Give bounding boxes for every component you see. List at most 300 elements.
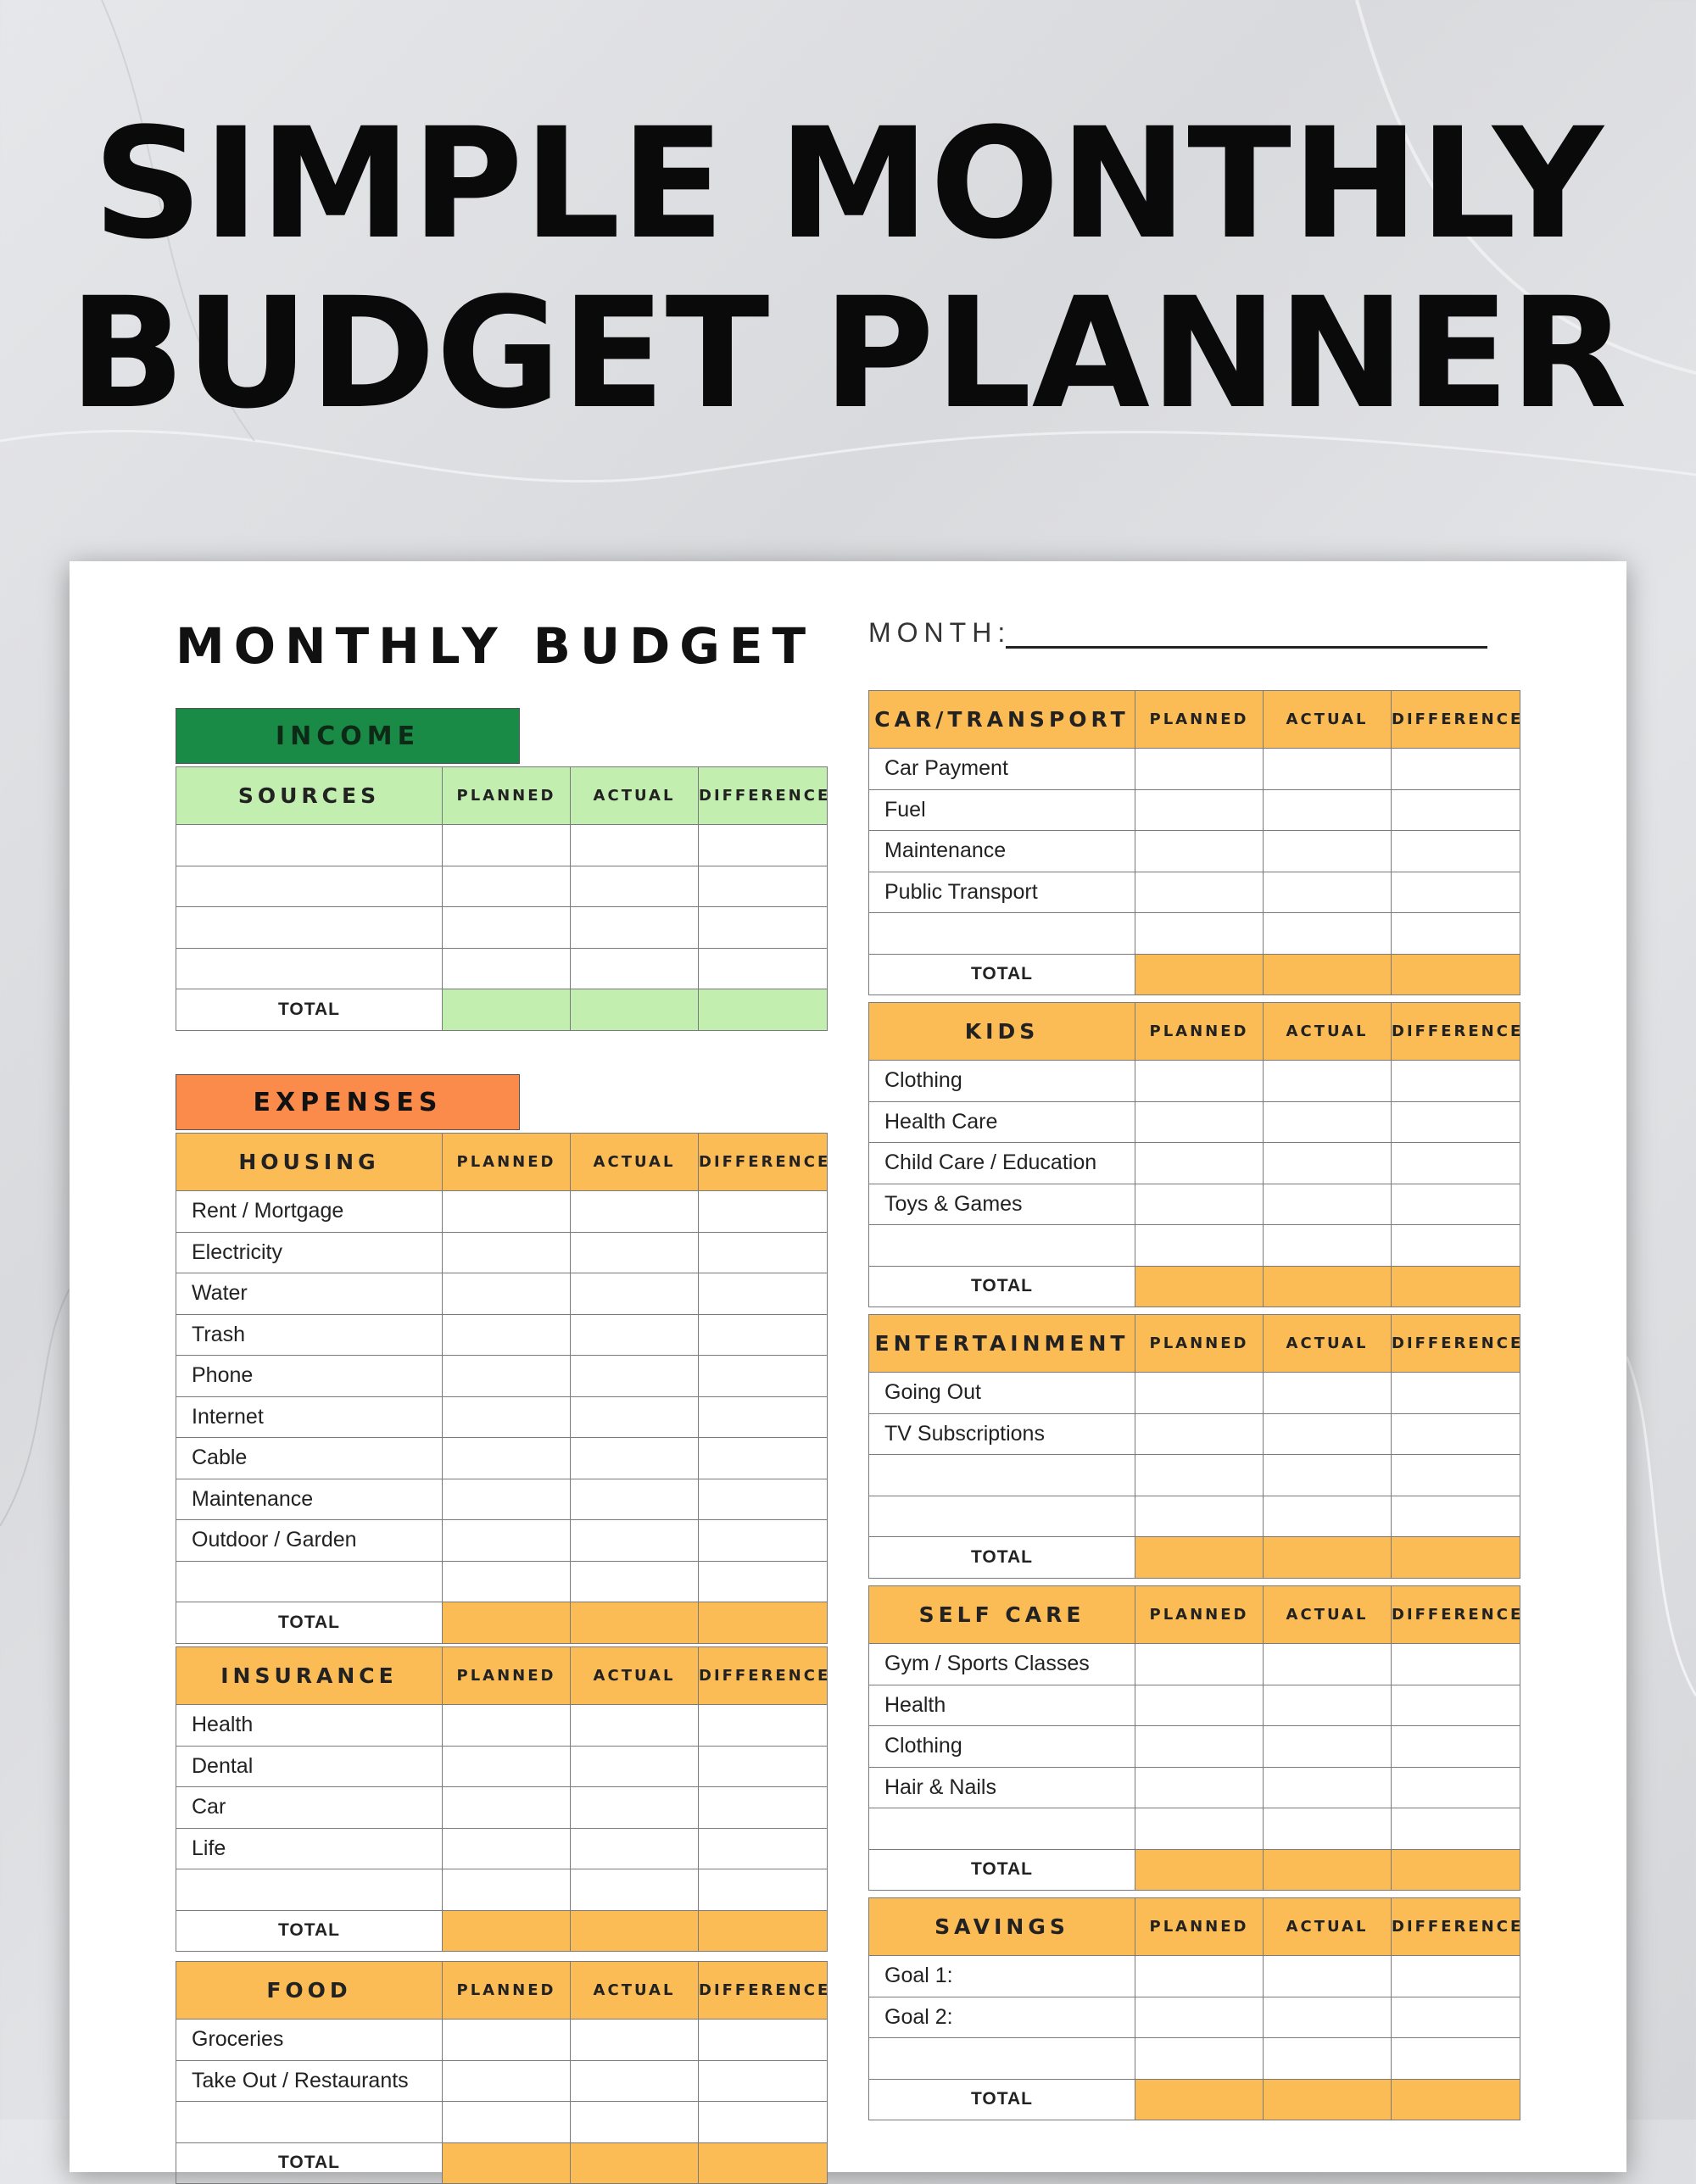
row-label[interactable]: Water [176,1273,443,1315]
difference-total-cell[interactable] [1392,2079,1520,2120]
planned-cell[interactable] [1135,1685,1264,1726]
difference-cell[interactable] [699,1705,828,1747]
planned-header: PLANNED [1135,1898,1264,1956]
row-label[interactable]: Child Care / Education [869,1143,1135,1184]
row-label[interactable]: Goal 2: [869,1997,1135,2038]
row-label[interactable]: Maintenance [176,1479,443,1520]
table-row [869,1726,1520,1768]
row-label[interactable]: Phone [176,1356,443,1397]
planned-total-cell[interactable] [443,2142,571,2184]
total-row [869,1537,1520,1579]
actual-cell[interactable] [571,1828,699,1869]
row-label[interactable]: Electricity [176,1232,443,1273]
planned-header: PLANNED [443,767,571,825]
difference-cell[interactable] [1392,831,1520,872]
difference-header: DIFFERENCE [699,1647,828,1705]
table-row [176,1438,828,1479]
difference-cell[interactable] [699,1479,828,1520]
table-row [869,2038,1520,2080]
total-label: TOTAL [176,1910,443,1952]
table-row [176,1273,828,1315]
difference-cell[interactable] [1392,1373,1520,1414]
actual-header: ACTUAL [1264,1898,1392,1956]
table-row [869,1685,1520,1726]
kids-table [868,1002,1524,1307]
difference-cell[interactable] [699,1746,828,1787]
row-label[interactable]: Life [176,1828,443,1869]
actual-cell[interactable] [1264,789,1392,831]
planned-cell[interactable] [443,1869,571,1911]
difference-cell[interactable] [699,907,828,949]
planned-cell[interactable] [1135,1455,1264,1496]
planned-cell[interactable] [1135,913,1264,955]
category-title: FOOD [176,1962,443,2020]
actual-cell[interactable] [571,1273,699,1315]
planned-cell[interactable] [443,1232,571,1273]
actual-cell[interactable] [1264,1685,1392,1726]
planned-cell[interactable] [443,866,571,907]
difference-cell[interactable] [699,1356,828,1397]
table-row [869,1956,1520,1997]
row-label[interactable]: Goal 1: [869,1956,1135,1997]
planned-cell[interactable] [1135,749,1264,790]
actual-cell[interactable] [1264,1101,1392,1143]
actual-cell[interactable] [1264,1726,1392,1768]
actual-cell[interactable] [1264,1225,1392,1267]
actual-cell[interactable] [571,1191,699,1233]
row-label[interactable]: Health Care [869,1101,1135,1143]
difference-cell[interactable] [699,1828,828,1869]
table-row [869,749,1520,790]
actual-total-cell[interactable] [1264,1537,1392,1579]
planned-header: PLANNED [1135,1003,1264,1061]
row-label[interactable] [176,2102,443,2143]
difference-cell[interactable] [699,1787,828,1829]
category-title: HOUSING [176,1134,443,1191]
difference-header: DIFFERENCE [1392,1003,1520,1061]
difference-cell[interactable] [1392,1767,1520,1808]
planned-cell[interactable] [443,1479,571,1520]
planned-cell[interactable] [443,1561,571,1602]
table-row [869,872,1520,913]
difference-cell[interactable] [1392,1225,1520,1267]
difference-cell[interactable] [1392,1101,1520,1143]
actual-header: ACTUAL [1264,1003,1392,1061]
row-label[interactable]: Rent / Mortgage [176,1191,443,1233]
total-row [176,2142,828,2184]
category-title: CAR/TRANSPORT [869,691,1135,749]
entertainment-table [868,1314,1524,1579]
actual-cell[interactable] [571,1479,699,1520]
planned-header: PLANNED [1135,691,1264,749]
actual-cell[interactable] [571,2060,699,2102]
planned-cell[interactable] [1135,1184,1264,1225]
actual-cell[interactable] [571,2020,699,2061]
row-label[interactable] [176,1561,443,1602]
actual-total-cell[interactable] [1264,954,1392,995]
category-title: SELF CARE [869,1586,1135,1644]
difference-cell[interactable] [1392,1808,1520,1850]
difference-total-cell[interactable] [1392,1537,1520,1579]
actual-header: ACTUAL [1264,691,1392,749]
actual-header: ACTUAL [1264,1586,1392,1644]
difference-cell[interactable] [699,1191,828,1233]
row-label[interactable]: Car Payment [869,749,1135,790]
difference-cell[interactable] [1392,749,1520,790]
actual-cell[interactable] [1264,1808,1392,1850]
actual-cell[interactable] [571,1869,699,1911]
planned-cell[interactable] [443,1705,571,1747]
total-row [176,1910,828,1952]
planned-header: PLANNED [443,1134,571,1191]
actual-cell[interactable] [1264,1956,1392,1997]
planned-cell[interactable] [1135,1373,1264,1414]
table-row [176,866,828,907]
difference-cell[interactable] [699,2020,828,2061]
difference-cell[interactable] [1392,1496,1520,1537]
actual-cell[interactable] [571,1746,699,1787]
planned-total-cell[interactable] [1135,2079,1264,2120]
actual-cell[interactable] [571,2102,699,2143]
planned-total-cell[interactable] [443,1910,571,1952]
planned-cell[interactable] [1135,1061,1264,1102]
row-label[interactable]: Groceries [176,2020,443,2061]
row-label[interactable]: Take Out / Restaurants [176,2060,443,2102]
actual-cell[interactable] [1264,1997,1392,2038]
table-row [176,2020,828,2061]
housing-table [176,1133,831,1644]
table-row [869,1101,1520,1143]
difference-cell[interactable] [699,1273,828,1315]
food-table [176,1961,831,2184]
actual-cell[interactable] [571,1232,699,1273]
difference-cell[interactable] [699,1561,828,1602]
planned-cell[interactable] [1135,1413,1264,1455]
actual-cell[interactable] [571,1705,699,1747]
row-label[interactable]: Fuel [869,789,1135,831]
budget-sheet [70,561,1626,2172]
planned-total-cell[interactable] [1135,1537,1264,1579]
table-row [176,1869,828,1911]
planned-cell[interactable] [1135,2038,1264,2080]
row-label[interactable] [869,1808,1135,1850]
table-row [176,1746,828,1787]
table-row [869,913,1520,955]
table-row [176,948,828,989]
actual-total-cell[interactable] [571,1910,699,1952]
difference-cell[interactable] [699,2102,828,2143]
planned-cell[interactable] [443,907,571,949]
planned-total-cell[interactable] [1135,954,1264,995]
table-row [176,2060,828,2102]
planned-cell[interactable] [1135,1101,1264,1143]
actual-cell[interactable] [1264,913,1392,955]
difference-cell[interactable] [1392,1184,1520,1225]
difference-cell[interactable] [699,866,828,907]
actual-cell[interactable] [571,1561,699,1602]
hero-title-line-1: SIMPLE MONTHLY [92,96,1604,273]
difference-cell[interactable] [699,1520,828,1562]
actual-total-cell[interactable] [1264,2079,1392,2120]
table-row [176,825,828,866]
row-label[interactable]: Cable [176,1438,443,1479]
difference-cell[interactable] [1392,1143,1520,1184]
row-label[interactable]: Car [176,1787,443,1829]
difference-cell[interactable] [1392,872,1520,913]
difference-header: DIFFERENCE [699,1134,828,1191]
table-row [176,1828,828,1869]
row-label[interactable] [869,1496,1135,1537]
total-row [869,954,1520,995]
row-label[interactable]: Outdoor / Garden [176,1520,443,1562]
planned-cell[interactable] [443,1356,571,1397]
actual-header: ACTUAL [571,1962,699,2020]
difference-header: DIFFERENCE [1392,1898,1520,1956]
difference-cell[interactable] [699,1232,828,1273]
total-row [176,989,828,1031]
difference-cell[interactable] [1392,1685,1520,1726]
actual-cell[interactable] [1264,1413,1392,1455]
table-row [176,1561,828,1602]
actual-cell[interactable] [571,1438,699,1479]
planned-cell[interactable] [1135,1808,1264,1850]
actual-cell[interactable] [1264,1061,1392,1102]
actual-cell[interactable] [571,948,699,989]
insurance-table [176,1646,831,1952]
table-row [869,1061,1520,1102]
row-label[interactable] [176,866,443,907]
actual-cell[interactable] [571,1520,699,1562]
actual-total-cell[interactable] [571,989,699,1031]
planned-total-cell[interactable] [443,989,571,1031]
row-label[interactable] [176,1869,443,1911]
difference-total-cell[interactable] [1392,1266,1520,1307]
income-header: INCOME [176,708,520,764]
table-row [176,1314,828,1356]
actual-cell[interactable] [571,1787,699,1829]
actual-cell[interactable] [571,1314,699,1356]
planned-header: PLANNED [1135,1315,1264,1373]
planned-cell[interactable] [443,1828,571,1869]
difference-total-cell[interactable] [1392,1849,1520,1891]
table-row [869,1373,1520,1414]
actual-cell[interactable] [571,825,699,866]
actual-header: ACTUAL [571,1134,699,1191]
difference-cell[interactable] [1392,1413,1520,1455]
planned-cell[interactable] [1135,1726,1264,1768]
difference-cell[interactable] [1392,2038,1520,2080]
table-row [176,1191,828,1233]
actual-cell[interactable] [1264,831,1392,872]
planned-cell[interactable] [443,1314,571,1356]
actual-cell[interactable] [1264,1373,1392,1414]
actual-cell[interactable] [1264,1644,1392,1685]
difference-total-cell[interactable] [699,1602,828,1644]
car-transport-table [868,690,1524,995]
planned-cell[interactable] [443,825,571,866]
row-label[interactable]: Health [869,1685,1135,1726]
savings-table [868,1897,1524,2120]
planned-cell[interactable] [1135,1225,1264,1267]
table-row [869,1767,1520,1808]
actual-cell[interactable] [571,907,699,949]
row-label[interactable]: Gym / Sports Classes [869,1644,1135,1685]
row-label[interactable] [869,1455,1135,1496]
difference-cell[interactable] [1392,1644,1520,1685]
total-row [869,1266,1520,1307]
planned-cell[interactable] [1135,872,1264,913]
expenses-header: EXPENSES [176,1074,520,1130]
table-row [869,1143,1520,1184]
difference-cell[interactable] [699,948,828,989]
month-input-line[interactable] [1006,646,1487,649]
planned-cell[interactable] [1135,1767,1264,1808]
self-care-table [868,1585,1524,1891]
row-label[interactable]: Clothing [869,1061,1135,1102]
row-label[interactable] [869,1225,1135,1267]
planned-header: PLANNED [443,1962,571,2020]
total-label: TOTAL [176,2142,443,2184]
actual-total-cell[interactable] [1264,1849,1392,1891]
planned-cell[interactable] [1135,1496,1264,1537]
actual-cell[interactable] [1264,1455,1392,1496]
planned-cell[interactable] [1135,831,1264,872]
difference-total-cell[interactable] [699,989,828,1031]
actual-cell[interactable] [1264,2038,1392,2080]
planned-cell[interactable] [443,1438,571,1479]
row-label[interactable]: Maintenance [869,831,1135,872]
difference-cell[interactable] [1392,913,1520,955]
difference-header: DIFFERENCE [699,767,828,825]
total-label: TOTAL [176,1602,443,1644]
planned-cell[interactable] [443,1746,571,1787]
row-label[interactable]: Clothing [869,1726,1135,1768]
difference-header: DIFFERENCE [1392,691,1520,749]
planned-cell[interactable] [1135,1644,1264,1685]
difference-cell[interactable] [699,825,828,866]
planned-total-cell[interactable] [1135,1849,1264,1891]
planned-cell[interactable] [1135,1997,1264,2038]
planned-total-cell[interactable] [443,1602,571,1644]
table-row [869,789,1520,831]
hero-title-line-2: BUDGET PLANNER [69,265,1627,443]
difference-total-cell[interactable] [699,1910,828,1952]
row-label[interactable]: Internet [176,1396,443,1438]
total-label: TOTAL [869,1849,1135,1891]
row-label[interactable] [869,2038,1135,2080]
table-row [869,1184,1520,1225]
table-row [176,1787,828,1829]
row-label[interactable] [176,948,443,989]
actual-header: ACTUAL [1264,1315,1392,1373]
difference-total-cell[interactable] [699,2142,828,2184]
difference-cell[interactable] [1392,1726,1520,1768]
actual-cell[interactable] [1264,1184,1392,1225]
row-label[interactable]: Toys & Games [869,1184,1135,1225]
total-label: TOTAL [869,954,1135,995]
planned-cell[interactable] [443,2102,571,2143]
planned-cell[interactable] [443,1191,571,1233]
row-label[interactable]: Health [176,1705,443,1747]
actual-total-cell[interactable] [571,2142,699,2184]
row-label[interactable]: Going Out [869,1373,1135,1414]
difference-cell[interactable] [699,1438,828,1479]
actual-cell[interactable] [1264,872,1392,913]
difference-cell[interactable] [1392,1455,1520,1496]
row-label[interactable] [176,825,443,866]
actual-cell[interactable] [571,1356,699,1397]
difference-cell[interactable] [699,1314,828,1356]
table-row [869,1225,1520,1267]
actual-cell[interactable] [1264,1767,1392,1808]
sources-table [176,766,831,1031]
table-row [869,831,1520,872]
planned-cell[interactable] [443,1520,571,1562]
row-label[interactable]: Dental [176,1746,443,1787]
actual-header: ACTUAL [571,1647,699,1705]
planned-cell[interactable] [443,1396,571,1438]
total-row [176,1602,828,1644]
difference-total-cell[interactable] [1392,954,1520,995]
actual-cell[interactable] [1264,749,1392,790]
difference-cell[interactable] [1392,1997,1520,2038]
row-label[interactable]: Hair & Nails [869,1767,1135,1808]
difference-cell[interactable] [1392,789,1520,831]
actual-cell[interactable] [571,866,699,907]
table-row [176,1520,828,1562]
planned-header: PLANNED [443,1647,571,1705]
difference-cell[interactable] [699,1396,828,1438]
row-label[interactable] [869,913,1135,955]
planned-cell[interactable] [1135,1143,1264,1184]
actual-total-cell[interactable] [571,1602,699,1644]
planned-cell[interactable] [443,1273,571,1315]
month-label: MONTH: [868,617,1012,648]
total-label: TOTAL [869,1537,1135,1579]
actual-total-cell[interactable] [1264,1266,1392,1307]
row-label[interactable] [176,907,443,949]
planned-cell[interactable] [443,1787,571,1829]
table-row [176,1232,828,1273]
table-row [176,907,828,949]
row-label[interactable]: Public Transport [869,872,1135,913]
planned-cell[interactable] [443,2020,571,2061]
actual-cell[interactable] [1264,1496,1392,1537]
difference-header: DIFFERENCE [1392,1315,1520,1373]
row-label[interactable]: TV Subscriptions [869,1413,1135,1455]
table-row [869,1997,1520,2038]
difference-cell[interactable] [1392,1956,1520,1997]
planned-cell[interactable] [1135,1956,1264,1997]
table-row [176,2102,828,2143]
total-row [869,2079,1520,2120]
difference-cell[interactable] [699,1869,828,1911]
category-title: INSURANCE [176,1647,443,1705]
actual-cell[interactable] [571,1396,699,1438]
planned-cell[interactable] [1135,789,1264,831]
table-row [176,1356,828,1397]
planned-cell[interactable] [443,2060,571,2102]
table-row [869,1496,1520,1537]
difference-cell[interactable] [699,2060,828,2102]
difference-cell[interactable] [1392,1061,1520,1102]
difference-header: DIFFERENCE [1392,1586,1520,1644]
planned-cell[interactable] [443,948,571,989]
actual-cell[interactable] [1264,1143,1392,1184]
table-row [176,1479,828,1520]
planned-total-cell[interactable] [1135,1266,1264,1307]
row-label[interactable]: Trash [176,1314,443,1356]
